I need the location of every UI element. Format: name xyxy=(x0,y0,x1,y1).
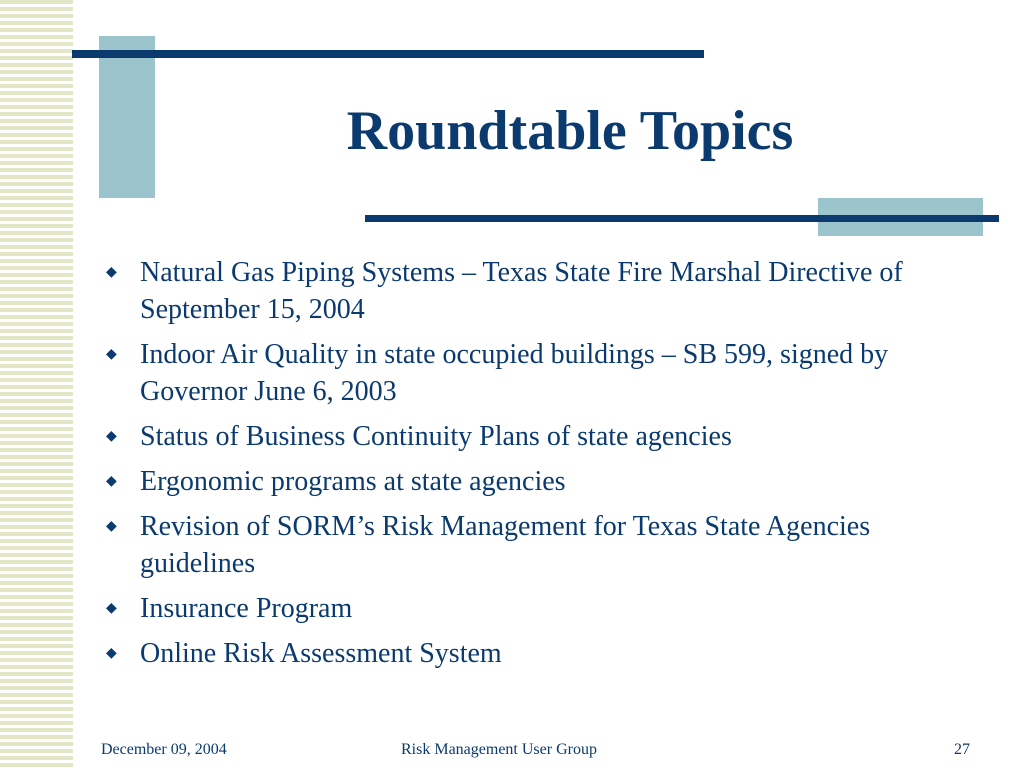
bullet-text: Insurance Program xyxy=(140,593,353,624)
footer-title: Risk Management User Group xyxy=(401,741,597,758)
bullet-text: Ergonomic programs at state agencies xyxy=(140,466,566,497)
diamond-bullet-icon: ◆ xyxy=(106,265,117,280)
diamond-bullet-icon: ◆ xyxy=(106,646,117,661)
bullet-item xyxy=(104,463,964,500)
decorative-block-top-left xyxy=(99,36,155,198)
slide-title: Roundtable Topics xyxy=(346,100,794,162)
diamond-bullet-icon: ◆ xyxy=(106,519,117,534)
bullet-text: Status of Business Continuity Plans of state agencies xyxy=(140,421,732,452)
diamond-bullet-icon: ◆ xyxy=(106,429,117,444)
bullet-item xyxy=(104,508,964,582)
bullet-item xyxy=(104,254,964,328)
diamond-bullet-icon: ◆ xyxy=(106,474,117,489)
bullet-text: Revision of SORM’s Risk Management for Texas State Agencies guidelines xyxy=(140,511,871,579)
bullet-item xyxy=(104,590,964,627)
diamond-bullet-icon: ◆ xyxy=(106,601,117,616)
bullet-item xyxy=(104,336,964,410)
bullet-item xyxy=(104,418,964,455)
decorative-line-bottom xyxy=(365,215,999,222)
page-number: 27 xyxy=(954,741,970,758)
left-stripe-band xyxy=(0,0,73,768)
decorative-line-top xyxy=(72,50,704,58)
bullet-item xyxy=(104,635,964,672)
bullet-text: Online Risk Assessment System xyxy=(140,638,502,669)
diamond-bullet-icon: ◆ xyxy=(106,347,117,362)
bullet-text: Natural Gas Piping Systems – Texas State Fire Marshal Directive of September 15, 2004 xyxy=(140,257,903,325)
bullet-list xyxy=(104,254,964,680)
bullet-text: Indoor Air Quality in state occupied buildings – SB 599, signed by Governor June 6, 2003 xyxy=(140,339,889,407)
footer-date: December 09, 2004 xyxy=(101,741,227,758)
